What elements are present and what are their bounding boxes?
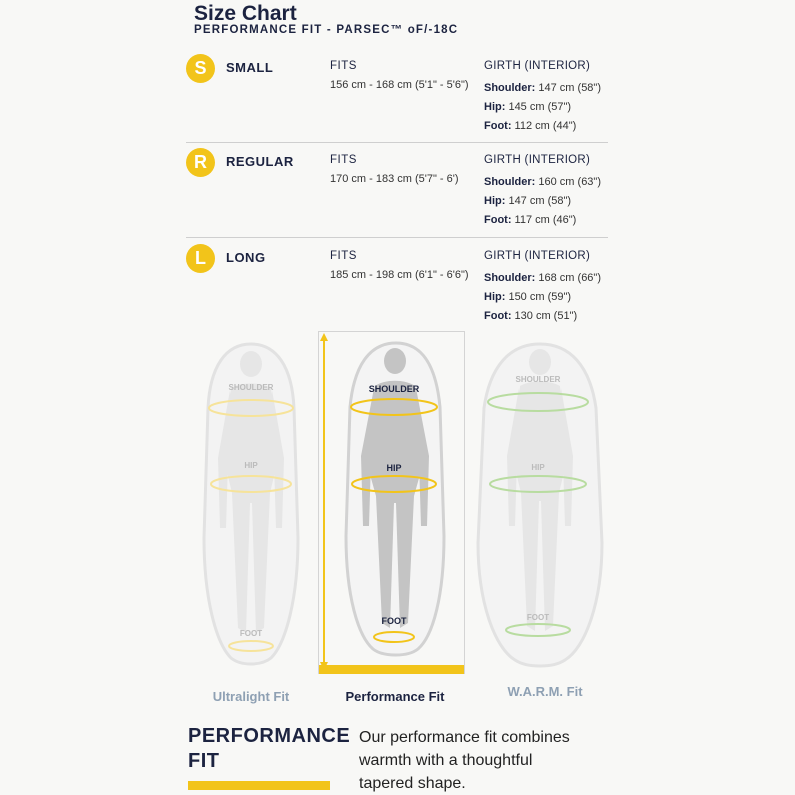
page-subtitle: PERFORMANCE FIT - PARSEC™ oF/-18C — [194, 24, 459, 36]
hip-label: HIP — [244, 461, 258, 470]
size-name: SMALL — [226, 60, 274, 75]
warm-fit-label: W.A.R.M. Fit — [507, 684, 583, 699]
size-badge-s: S — [186, 54, 215, 83]
heading-underline — [188, 781, 330, 790]
page-title: Size Chart — [194, 2, 297, 25]
foot-label: FOOT — [239, 629, 263, 638]
size-badge-l: L — [186, 244, 215, 273]
divider — [186, 237, 608, 238]
fits-value: 185 cm - 198 cm (6'1" - 6'6") — [330, 269, 469, 281]
girth-hip: Hip: 147 cm (58") — [484, 195, 572, 207]
performance-fit-description: Our performance fit combines warmth with a thoughtful tapered shape. — [359, 729, 570, 792]
fits-label: FITS — [330, 60, 357, 72]
girth-shoulder: Shoulder: 168 cm (66") — [484, 272, 601, 284]
girth-label: GIRTH (INTERIOR) — [484, 250, 591, 262]
size-row-small — [186, 54, 608, 139]
fits-label: FITS — [330, 250, 357, 262]
ultralight-fit-label: Ultralight Fit — [212, 689, 290, 704]
fits-label: FITS — [330, 154, 357, 166]
shoulder-label: SHOULDER — [368, 384, 420, 394]
performance-fit-heading — [188, 724, 351, 774]
performance-fit-label: Performance Fit — [345, 689, 445, 704]
heading-line-2: FIT — [188, 750, 220, 772]
girth-foot: Foot: 112 cm (44") — [484, 120, 577, 132]
girth-shoulder: Shoulder: 147 cm (58") — [484, 82, 601, 94]
girth-shoulder: Shoulder: 160 cm (63") — [484, 176, 601, 188]
girth-hip: Hip: 145 cm (57") — [484, 101, 572, 113]
fits-value: 156 cm - 168 cm (5'1" - 5'6") — [330, 79, 469, 91]
girth-label: GIRTH (INTERIOR) — [484, 60, 591, 72]
girth-foot: Foot: 117 cm (46") — [484, 214, 577, 226]
shoulder-label: SHOULDER — [228, 383, 274, 392]
divider — [186, 142, 608, 143]
heading-line-1: PERFORMANCE — [188, 725, 351, 747]
girth-label: GIRTH (INTERIOR) — [484, 154, 591, 166]
hip-label: HIP — [531, 463, 545, 472]
fits-value: 170 cm - 183 cm (5'7" - 6') — [330, 173, 459, 185]
selected-fit-bar — [319, 665, 464, 674]
warm-fit-illustration — [470, 338, 610, 668]
size-badge-r: R — [186, 148, 215, 177]
ultralight-fit-illustration — [186, 338, 316, 668]
size-name: LONG — [226, 250, 266, 265]
foot-label: FOOT — [526, 613, 550, 622]
foot-label: FOOT — [381, 616, 407, 626]
size-name: REGULAR — [226, 154, 294, 169]
girth-hip: Hip: 150 cm (59") — [484, 291, 572, 303]
hip-label: HIP — [386, 463, 402, 473]
performance-fit-illustration — [318, 331, 468, 676]
shoulder-label: SHOULDER — [515, 375, 561, 384]
girth-foot: Foot: 130 cm (51") — [484, 310, 578, 322]
size-row-regular — [186, 148, 608, 233]
size-row-long — [186, 244, 608, 329]
